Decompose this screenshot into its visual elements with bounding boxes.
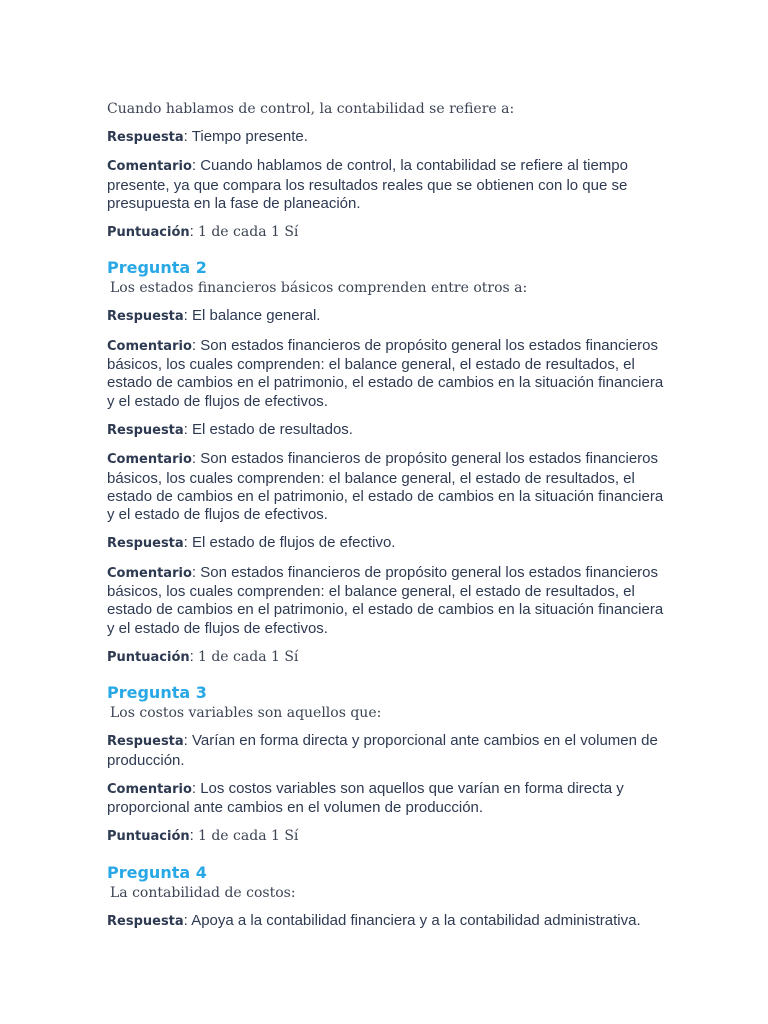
answer-2a: Respuesta: El balance general. [107, 307, 321, 325]
answer-2a-text: El balance general. [192, 307, 321, 325]
question-1-text: Cuando hablamos de control, la contabilidad se refiere a: [107, 101, 515, 117]
comment-label: Comentario [107, 338, 192, 354]
question-3-heading: Pregunta 3 [107, 683, 207, 703]
score-2-value: 1 de cada 1 Sí [197, 648, 299, 665]
comment-2b: Comentario: Son estados financieros de propósito general los estados financieros básicos, los cuales comprenden: el balance general, el estado de resultados, el estado de cambios en el patrimonio, el estado de cambios en la situación financiera y el estado de flujos de efectivos. [107, 450, 664, 524]
comment-2c: Comentario: Son estados financieros de propósito general los estados financieros básicos, los cuales comprenden: el balance general, el estado de resultados, el estado de cambios en el patrimonio, el estado de cambios en la situación financiera y el estado de flujos de efectivos. [107, 563, 664, 637]
answer-label: Respuesta [107, 130, 184, 145]
answer-label: Respuesta [107, 536, 184, 552]
comment-3: Comentario: Los costos variables son aquellos que varían en forma directa y proporcional ante cambios en el volumen de producción. [107, 779, 624, 817]
score-1: Puntuación: 1 de cada 1 Sí [107, 223, 299, 241]
score-2: Puntuación: 1 de cada 1 Sí [107, 647, 299, 665]
question-2-text: Los estados financieros básicos comprenden entre otros a: [110, 280, 528, 297]
score-label: Puntuación [107, 829, 190, 845]
score-label: Puntuación [107, 649, 190, 665]
answer-4-text: Apoya a la contabilidad financiera y a la contabilidad administrativa. [191, 911, 641, 929]
answer-label: Respuesta [107, 422, 184, 438]
question-3-text: Los costos variables son aquellos que: [110, 705, 382, 722]
comment-2a-text: Son estados financieros de propósito general los estados financieros básicos, los cuales comprenden: el balance general, el estado de resultados, el estado de cambios en el patrimonio, el estado de cambios en la situación financiera y el estado de flujos de efectivos. [107, 336, 664, 410]
comment-1: Comentario: Cuando hablamos de control, la contabilidad se refiere al tiempo presente, ya que compara los resultados reales que se obtienen con lo que se presupuesta en la fase de planeación. [107, 157, 628, 212]
score-3: Puntuación: 1 de cada 1 Sí [107, 827, 299, 845]
score-1-value: 1 de cada 1 Sí [197, 224, 299, 241]
answer-2c: Respuesta: El estado de flujos de efectivo. [107, 534, 396, 552]
answer-label: Respuesta [107, 913, 184, 929]
question-2-heading: Pregunta 2 [107, 258, 207, 278]
answer-2b-text: El estado de resultados. [192, 420, 353, 438]
score-label: Puntuación [107, 225, 190, 241]
answer-4: Respuesta: Apoya a la contabilidad financiera y a la contabilidad administrativa. [107, 911, 641, 929]
answer-label: Respuesta [107, 309, 184, 325]
comment-label: Comentario [107, 565, 192, 581]
comment-1-text: Cuando hablamos de control, la contabilidad se refiere al tiempo presente, ya que compara los resultados reales que se obtienen con lo que se presupuesta en la fase de planeación. [107, 157, 628, 212]
comment-label: Comentario [107, 781, 192, 797]
answer-2b: Respuesta: El estado de resultados. [107, 420, 353, 438]
comment-2c-text: Son estados financieros de propósito general los estados financieros básicos, los cuales comprenden: el balance general, el estado de resultados, el estado de cambios en el patrimonio, el estado de cambios en la situación financiera y el estado de flujos de efectivos. [107, 563, 664, 637]
answer-1: Respuesta: Tiempo presente. [107, 128, 308, 145]
answer-1-text: Tiempo presente. [191, 128, 308, 145]
comment-2a: Comentario: Son estados financieros de propósito general los estados financieros básicos, los cuales comprenden: el balance general, el estado de resultados, el estado de cambios en el patrimonio, el estado de cambios en la situación financiera y el estado de flujos de efectivos. [107, 336, 664, 410]
answer-3: Respuesta: Varían en forma directa y proporcional ante cambios en el volumen de producción. [107, 732, 658, 769]
answer-2c-text: El estado de flujos de efectivo. [192, 534, 396, 552]
document-page [107, 100, 667, 941]
comment-3-text: Los costos variables son aquellos que varían en forma directa y proporcional ante cambios en el volumen de producción. [107, 779, 624, 817]
question-4-heading: Pregunta 4 [107, 862, 207, 882]
question-4-text: La contabilidad de costos: [110, 884, 296, 901]
answer-3-text: Varían en forma directa y proporcional ante cambios en el volumen de producción. [107, 732, 658, 769]
comment-label: Comentario [107, 159, 192, 175]
comment-label: Comentario [107, 452, 192, 468]
answer-label: Respuesta [107, 734, 184, 750]
comment-2b-text: Son estados financieros de propósito general los estados financieros básicos, los cuales comprenden: el balance general, el estado de resultados, el estado de cambios en el patrimonio, el estado de cambios en la situación financiera y el estado de flujos de efectivos. [107, 450, 664, 524]
score-3-value: 1 de cada 1 Sí [197, 828, 299, 845]
